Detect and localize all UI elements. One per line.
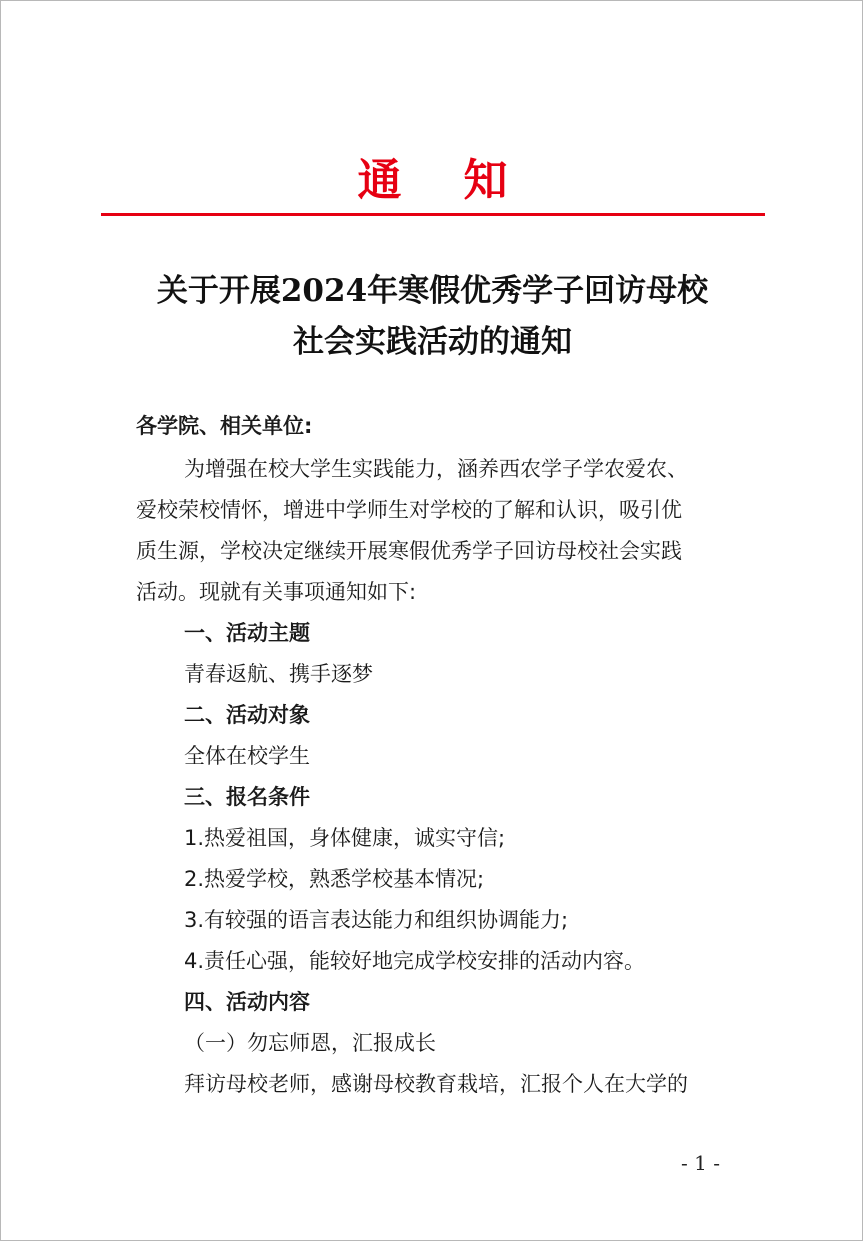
document-title-line-2: 社会实践活动的通知	[293, 324, 572, 360]
salutation: 各学院、相关单位:	[136, 414, 313, 438]
requirement-item: 1.热爱祖国，身体健康，诚实守信;	[184, 826, 506, 850]
document-title-line-1: 关于开展2024年寒假优秀学子回访母校	[156, 273, 709, 309]
section-body-theme: 青春返航、携手逐梦	[184, 662, 373, 686]
requirement-item: 3.有较强的语言表达能力和组织协调能力;	[184, 908, 569, 932]
requirement-item: 2.热爱学校，熟悉学校基本情况;	[184, 867, 485, 891]
section-subheading: （一）勿忘师恩，汇报成长	[184, 1031, 436, 1055]
section-body-content: 拜访母校老师，感谢母校教育栽培，汇报个人在大学的	[184, 1072, 688, 1096]
intro-line: 爱校荣校情怀，增进中学师生对学校的了解和认识，吸引优	[136, 498, 682, 522]
requirement-item: 4.责任心强，能较好地完成学校安排的活动内容。	[184, 949, 646, 973]
section-heading-requirements: 三、报名条件	[184, 785, 310, 809]
page-number: - 1 -	[681, 1151, 720, 1175]
red-header-rule	[101, 213, 765, 216]
section-heading-content: 四、活动内容	[184, 990, 310, 1014]
intro-line: 为增强在校大学生实践能力，涵养西农学子学农爱农、	[184, 457, 688, 481]
document-heading: 通知	[357, 155, 570, 206]
intro-line: 活动。现就有关事项通知如下:	[136, 580, 417, 604]
intro-line: 质生源，学校决定继续开展寒假优秀学子回访母校社会实践	[136, 539, 682, 563]
section-heading-target: 二、活动对象	[184, 703, 310, 727]
section-heading-theme: 一、活动主题	[184, 621, 310, 645]
section-body-target: 全体在校学生	[184, 744, 310, 768]
